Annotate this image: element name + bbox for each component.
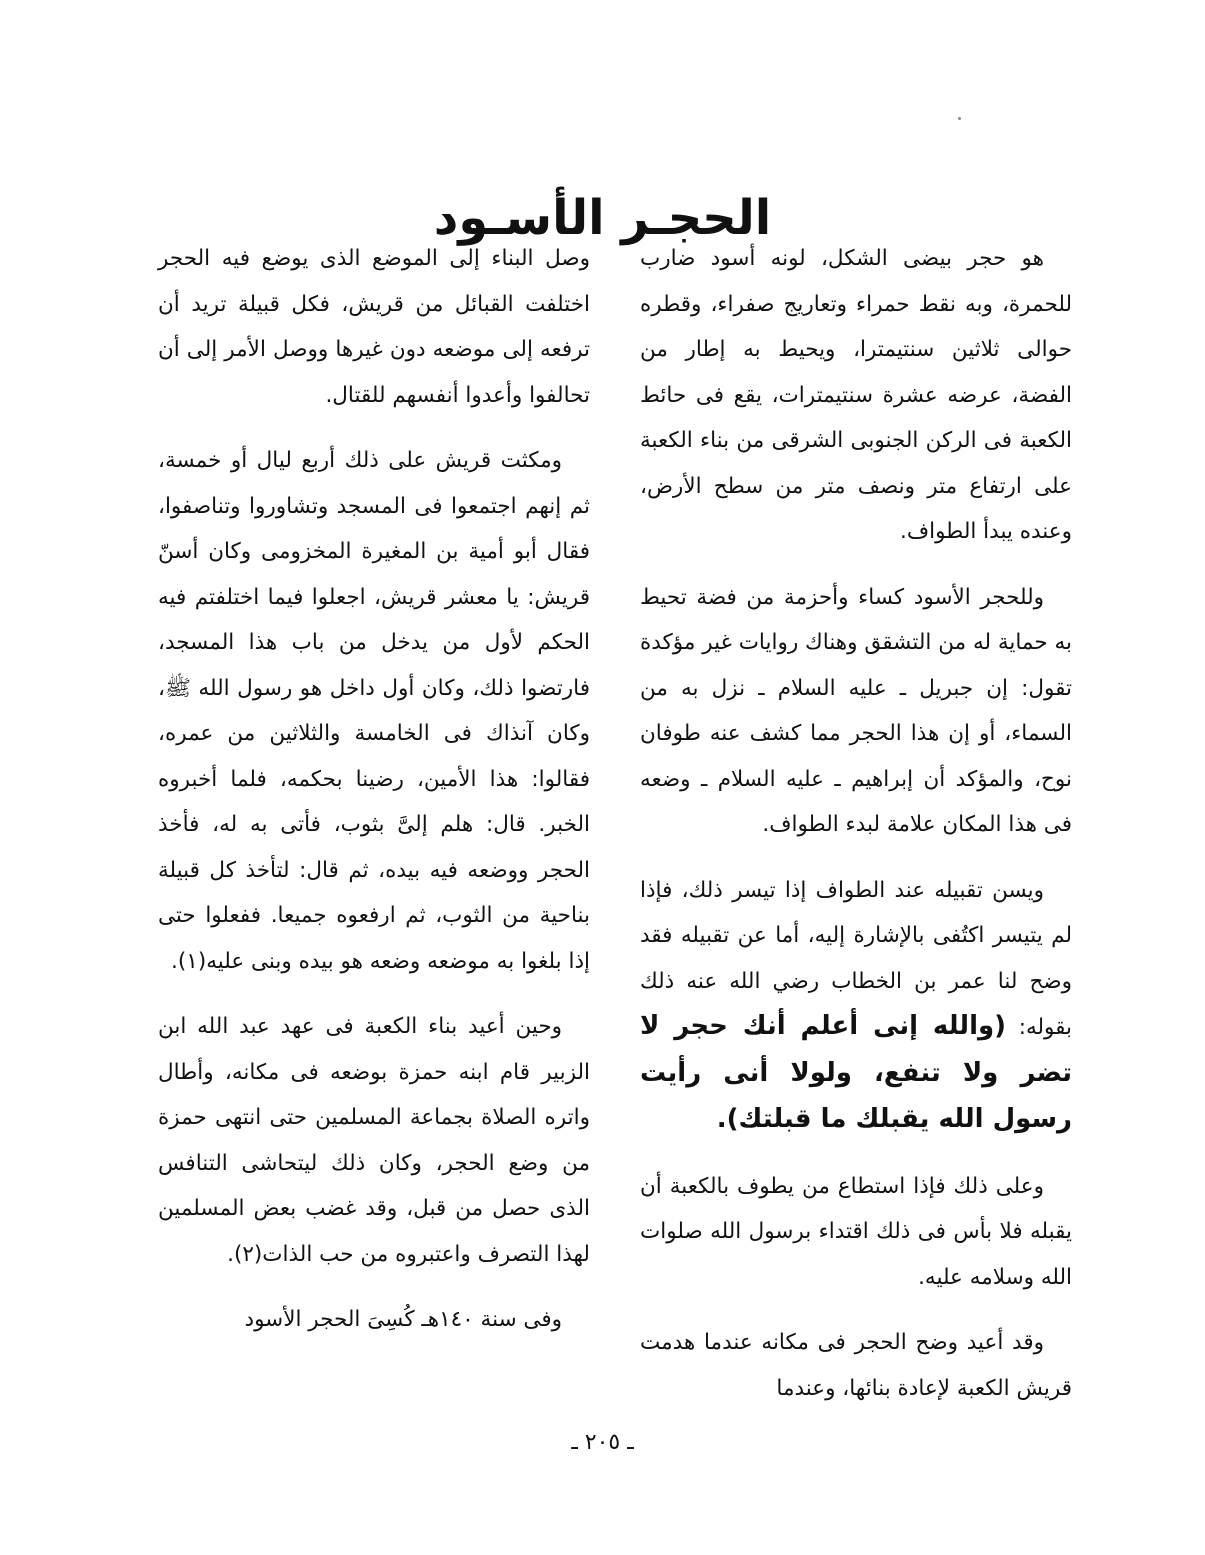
page-number: ـ ٢٠٥ ـ [571, 1430, 634, 1455]
paragraph-ibn-zubair: وحين أعيد بناء الكعبة فى عهد عبد الله ابن الزبير قام ابنه حمزة بوضعه فى مكانه، وأطال واتره الصلاة بجماعة المسلمين حتى انتهى حمزة من وضع الحجر، وكان ذلك ليتحاشى التنافس الذى حصل من قبل، وقد غضب بعض المسلمين لهذا التصرف واعتبروه من حب الذات(٢). [158, 1014, 590, 1267]
right-column [640, 236, 1072, 1431]
paragraph-kissing [640, 868, 1072, 1144]
scan-speck [958, 117, 961, 120]
paragraph-arbitration: ومكثت قريش على ذلك أربع ليال أو خمسة، ثم إنهم اجتمعوا فى المسجد وتشاوروا وتناصفوا، فقال أبو أمية بن المغيرة المخزومى وكان أسنّ قريش: يا معشر قريش، اجعلوا فيما اختلفتم فيه الحكم لأول من يدخل من باب هذا المسجد، فارتضوا ذلك، وكان أول داخل هو رسول الله ﷺ، وكان آنذاك فى الخامسة والثلاثين من عمره، فقالوا: هذا الأمين، رضينا بحكمه، فلما أخبروه الخبر. قال: هلم إلىَّ بثوب، فأتى به له، فأخذ الحجر ووضعه فيه بيده، ثم قال: لتأخذ كل قبيلة بناحية من الثوب، ثم ارفعوه جميعا. ففعلوا حتى إذا بلغوا به موضعه وضعه هو بيده وبنى عليه(١). [158, 448, 590, 974]
paragraph-continuation: وصل البناء إلى الموضع الذى يوضع فيه الحجر اختلفت القبائل من قريش، فكل قبيلة تريد أن ترفعه إلى موضعه دون غيرها ووصل الأمر إلى أن تحالفوا وأعدوا أنفسهم للقتال. [158, 246, 590, 408]
paragraph-covering: وللحجر الأسود كساء وأحزمة من فضة تحيط به حماية له من التشقق وهناك روايات غير مؤكدة تقول: إن جبريل ـ عليه السلام ـ نزل به من السماء، أو إن هذا الحجر مما كشف عنه طوفان نوح، والمؤكد أن إبراهيم ـ عليه السلام ـ وضعه فى هذا المكان علامة لبدء الطواف. [640, 584, 1072, 837]
page-title: الحجـر الأسـود [433, 190, 772, 247]
paragraph-description: هو حجر بيضى الشكل، لونه أسود ضارب للحمرة، وبه نقط حمراء وتعاريج صفراء، وقطره حوالى ثلاثين سنتيمترا، ويحيط به إطار من الفضة، عرضه عشرة سنتيمترات، يقع فى حائط الكعبة فى الركن الجنوبى الشرقى من بناء الكعبة على ارتفاع متر ونصف متر من سطح الأرض، وعنده يبدأ الطواف. [640, 246, 1072, 544]
left-column [158, 236, 590, 1363]
omar-quote: (والله إنى أعلم أنك حجر لا تضر ولا تنفع، ولولا أنى رأيت رسول الله يقبلك ما قبلتك). [640, 1011, 1072, 1134]
paragraph-kissing-text: ويسن تقبيله عند الطواف إذا تيسر ذلك، فإذا لم يتيسر اكتُفى بالإشارة إليه، أما عن تقبيله فقد وضح لنا عمر بن الخطاب رضي الله عنه ذلك بقوله: [640, 877, 1072, 1040]
paragraph-year-140: وفى سنة ١٤٠هـ كُسِىَ الحجر الأسود [244, 1307, 562, 1332]
paragraph-permission: وعلى ذلك فإذا استطاع من يطوف بالكعبة أن يقبله فلا بأس فى ذلك اقتداء برسول الله صلوات الله وسلامه عليه. [640, 1173, 1072, 1290]
paragraph-rebuilding: وقد أعيد وضح الحجر فى مكانه عندما هدمت قريش الكعبة لإعادة بنائها، وعندما [640, 1330, 1072, 1401]
